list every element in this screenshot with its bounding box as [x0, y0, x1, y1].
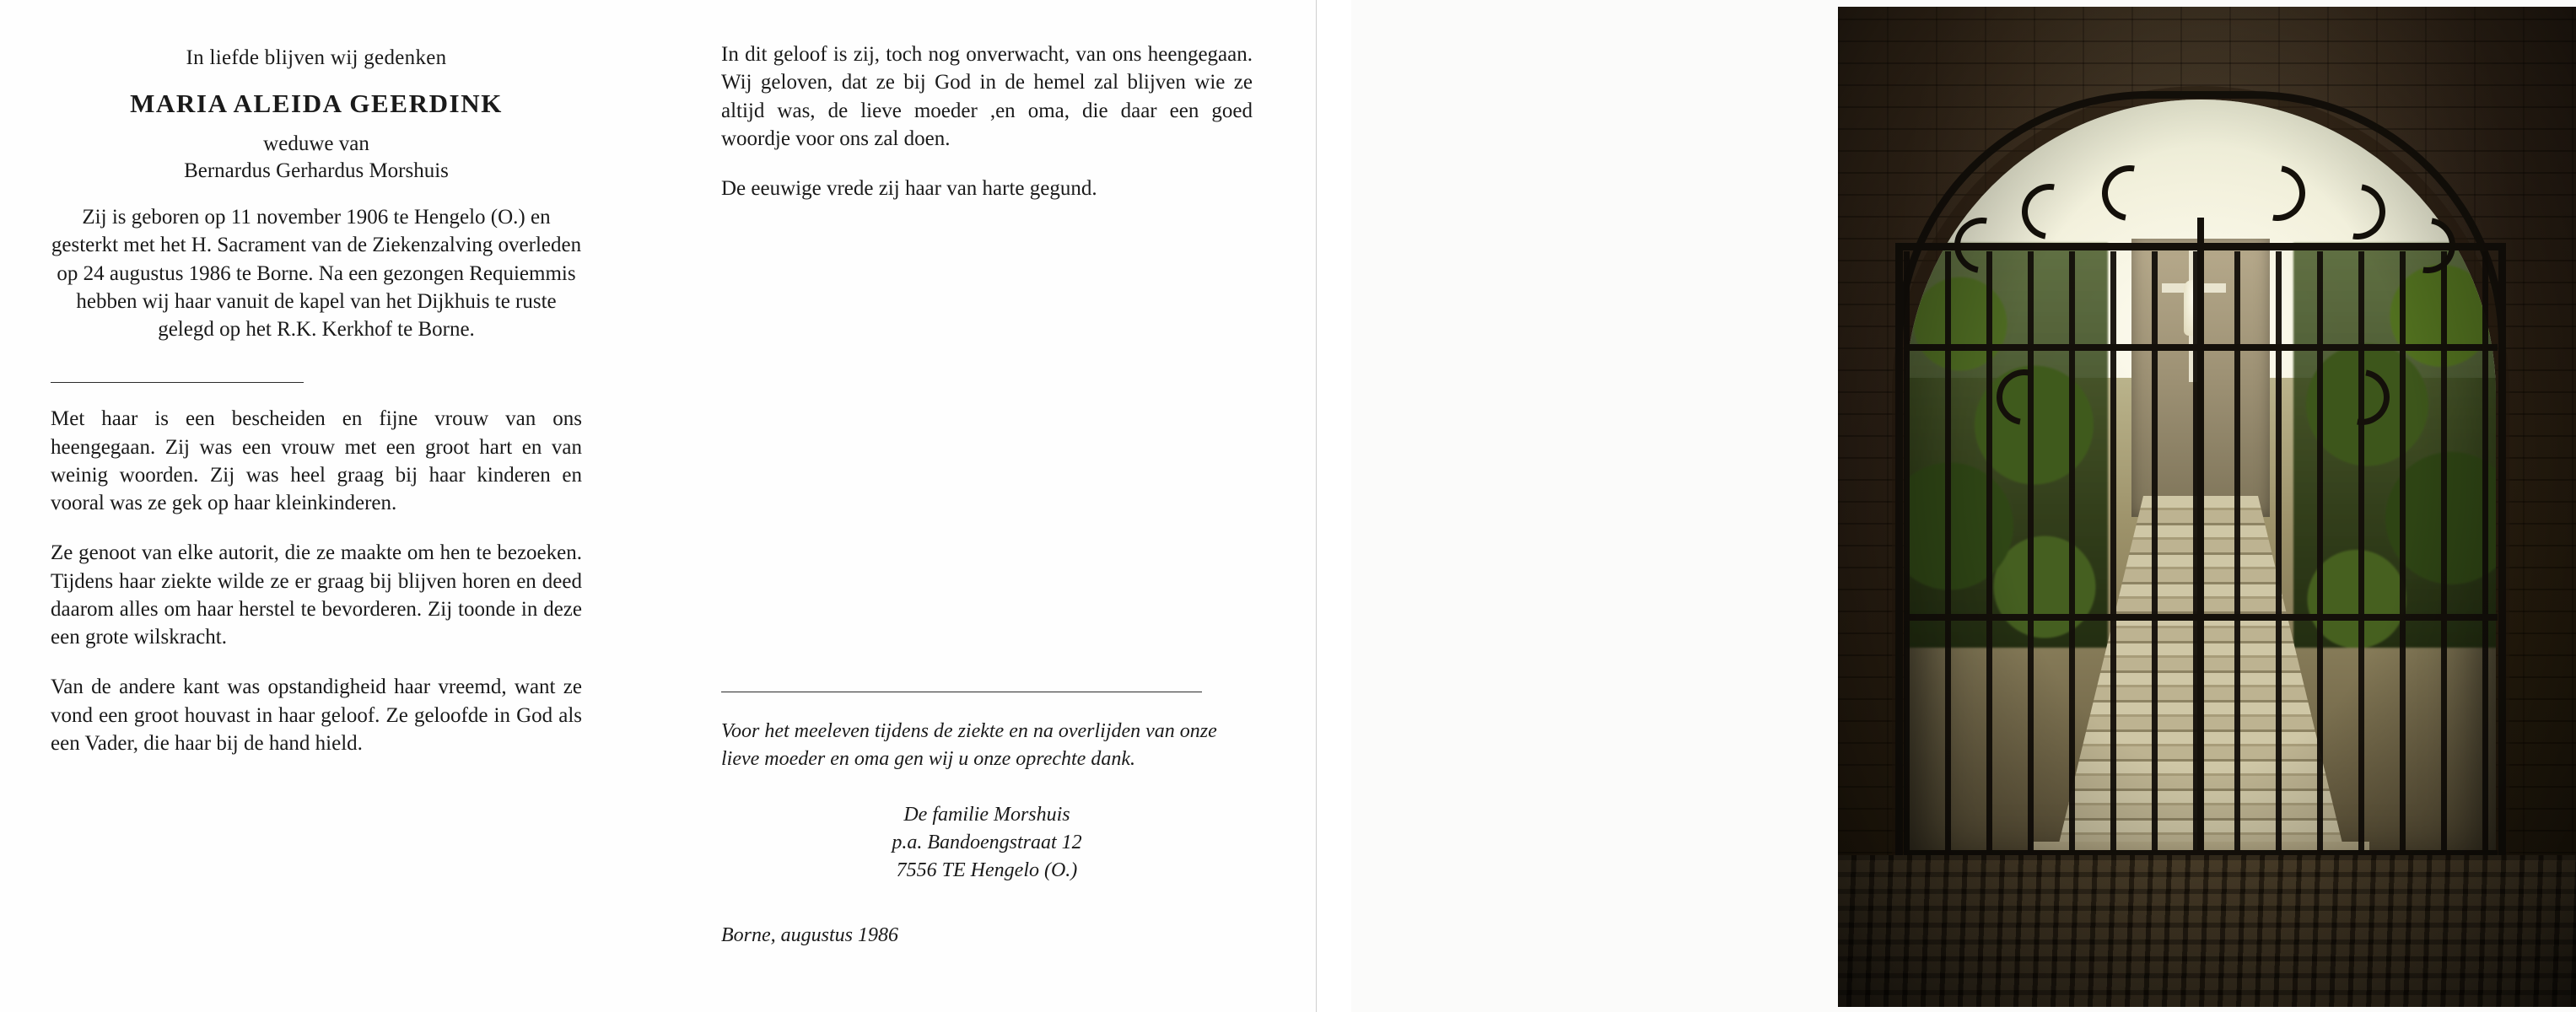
family-line-1: De familie Morshuis: [903, 804, 1070, 826]
biography-paragraph: [51, 203, 582, 343]
thanks-block: [721, 692, 1253, 947]
cobblestone-foreground: [1838, 855, 2576, 1007]
place-and-date: Borne, augustus 1986: [721, 924, 898, 947]
thanks-text: Voor het meeleven tijdens de ziekte en na overlijden van onze lieve moeder en oma gen wij u onze oprechte dank.: [721, 720, 1217, 770]
relation-label: weduwe van: [263, 132, 369, 155]
iron-gate: [1895, 91, 2506, 894]
family-signature: [721, 801, 1253, 884]
left-page-column: [51, 0, 582, 1012]
memoriam-intro: In liefde blijven wij gedenken: [186, 46, 447, 69]
faith-paragraph-1: In dit geloof is zij, toch nog onverwacht, van ons heengegaan. Wij geloven, dat ze bij God in de hemel zal blijven wie ze altijd was, de lieve moeder ,en oma, die daar een goed woordje voor ons zal doen.: [721, 43, 1253, 150]
tribute-paragraph-2: Ze genoot van elke autorit, die ze maakte om hen te bezoeken. Tijdens haar ziekte wilde ze er graag bij blijven horen en deed daarom alles om haar herstel te bevorderen. Zij toonde in deze een grote wilskracht.: [51, 541, 582, 649]
biography-text: Zij is geboren op 11 november 1906 te Hengelo (O.) en gesterkt met het H. Sacrament van de Ziekenzalving overleden op 24 augustus 1986 te Borne. Na een gezongen Requiemmis hebben wij haar vanuit de kapel van het Dijkhuis te ruste gelegd op het R.K. Kerkhof te Borne.: [51, 206, 582, 341]
card-fold: [1316, 0, 1353, 1012]
cemetery-gate-image: [1838, 7, 2576, 1007]
faith-paragraph-2: De eeuwige vrede zij haar van harte gegund.: [721, 177, 1097, 200]
deceased-name: MARIA ALEIDA GEERDINK: [130, 89, 503, 118]
divider-rule: [51, 382, 304, 383]
tribute-paragraph-3: Van de andere kant was opstandigheid haar vreemd, want ze vond een groot houvast in haar geloof. Ze geloofde in God als een Vader, die haar bij de hand hield.: [51, 676, 582, 755]
right-leaf: [1351, 0, 2576, 1012]
spouse-name: Bernardus Gerhardus Morshuis: [184, 159, 449, 182]
family-line-2: p.a. Bandoengstraat 12: [892, 831, 1082, 853]
middle-page-column: [721, 0, 1253, 1012]
gate-center-post: [2197, 218, 2204, 892]
family-line-3: 7556 TE Hengelo (O.): [896, 859, 1078, 881]
tribute-paragraph-1: Met haar is een bescheiden en fijne vrouw van ons heengegaan. Zij was een vrouw met een groot hart en van weinig woorden. Zij was heel graag bij haar kinderen en vooral was ze gek op haar kleinkinderen.: [51, 407, 582, 514]
